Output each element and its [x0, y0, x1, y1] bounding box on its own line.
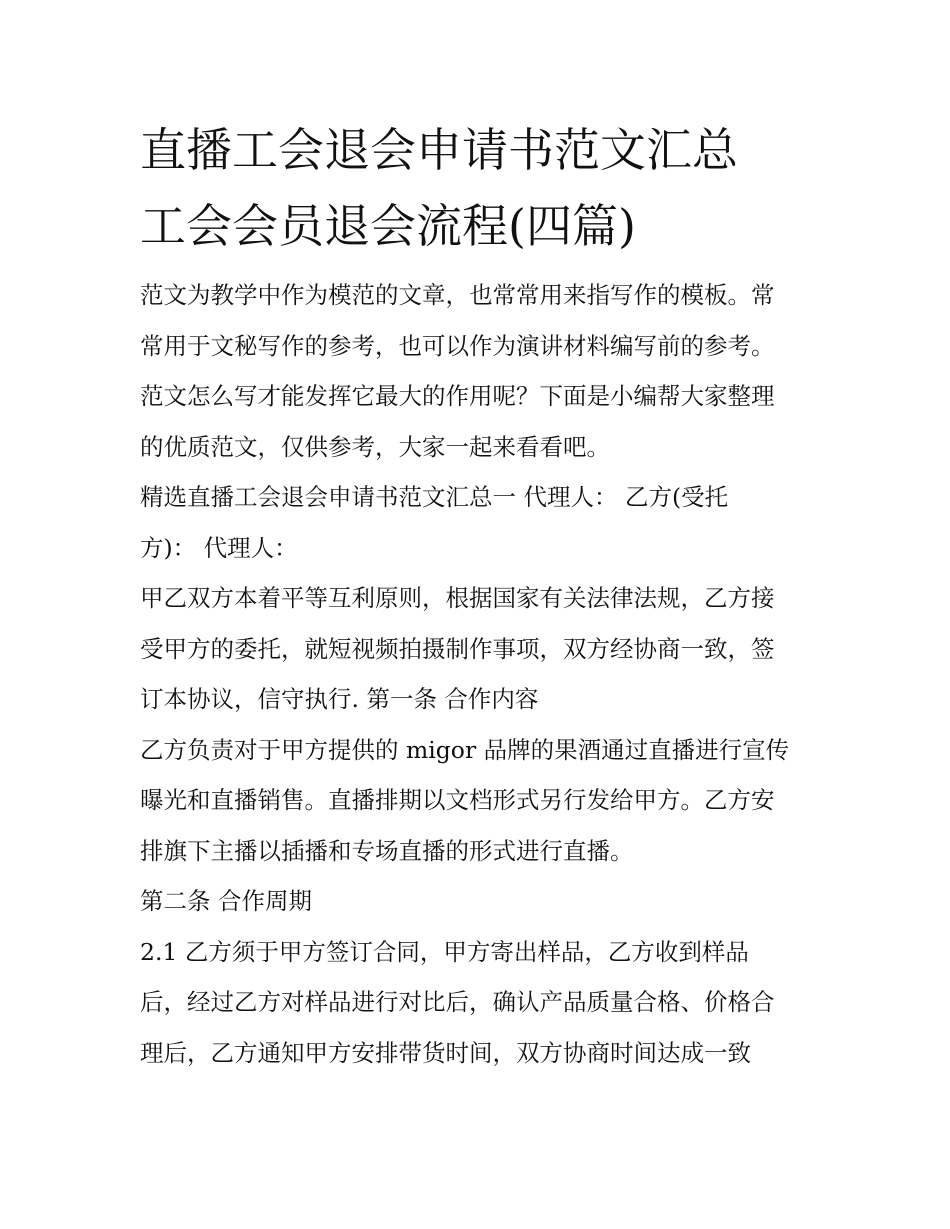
paragraph-agent	[140, 472, 812, 573]
text-line: 方)： 代理人：	[140, 533, 298, 562]
text-line: 排旗下主播以插播和专场直播的形式进行直播。	[140, 836, 634, 865]
text-line: 2.1 乙方须于甲方签订合同，甲方寄出样品，乙方收到样品	[140, 937, 749, 966]
text-line: 范文怎么写才能发挥它最大的作用呢？下面是小编帮大家整理	[140, 382, 775, 410]
text-line: 常用于文秘写作的参考，也可以作为演讲材料编写前的参考。	[140, 331, 775, 360]
paragraph-intro	[140, 270, 812, 472]
text-line: 精选直播工会退会申请书范文汇总一 代理人： 乙方(受托	[140, 483, 729, 511]
text-line: 曝光和直播销售。直播排期以文档形式另行发给甲方。乙方安	[140, 786, 775, 814]
document-page	[140, 112, 812, 1078]
paragraph-cooperation-content	[140, 725, 812, 877]
text-line: 后，经过乙方对样品进行对比后，确认产品质量合格、价格合	[140, 988, 775, 1016]
text-line: 的优质范文，仅供参考，大家一起来看看吧。	[140, 432, 610, 461]
text-line: 受甲方的委托，就短视频拍摄制作事项，双方经协商一致，签	[140, 634, 775, 663]
text-line: 甲乙双方本着平等互利原则，根据国家有关法律法规，乙方接	[140, 584, 775, 612]
section-heading-cooperation-period	[140, 876, 812, 927]
text-line: 订本协议，信守执行. 第一条 合作内容	[140, 685, 539, 713]
paragraph-clause-2-1	[140, 927, 812, 1079]
document-title	[140, 112, 812, 264]
text-line: 范文为教学中作为模范的文章，也常常用来指写作的模板。常	[140, 281, 775, 309]
text-line: 理后，乙方通知甲方安排带货时间，双方协商时间达成一致	[140, 1038, 751, 1067]
title-line-1: 直播工会退会申请书范文汇总	[140, 123, 738, 177]
title-line-2: 工会会员退会流程(四篇)	[140, 199, 636, 253]
text-line: 乙方负责对于甲方提供的 migor 品牌的果酒通过直播进行宣传	[140, 735, 790, 764]
text-line: 第二条 合作周期	[140, 887, 312, 915]
paragraph-principle	[140, 573, 812, 725]
